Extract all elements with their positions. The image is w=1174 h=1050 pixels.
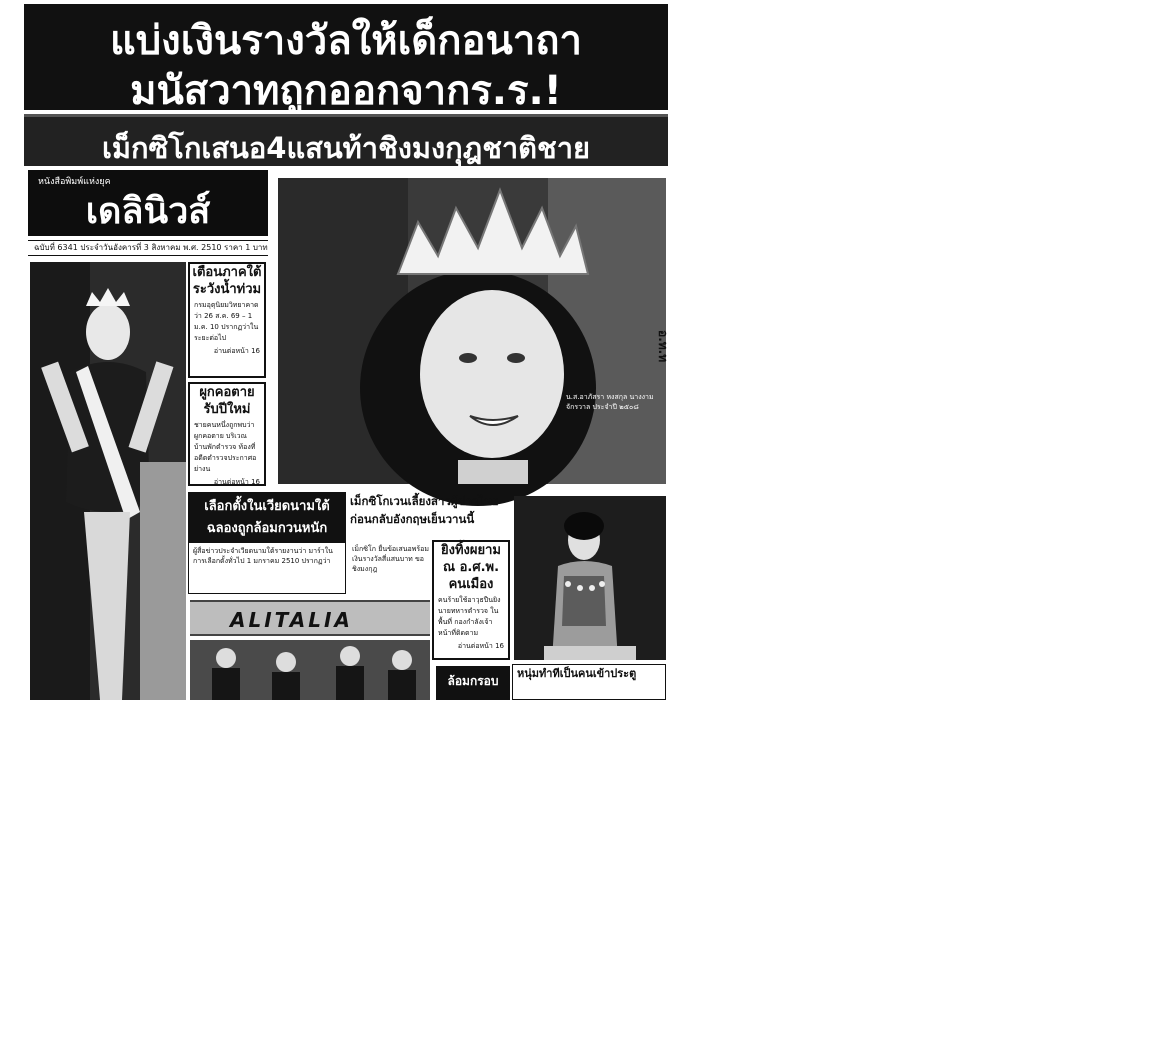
- flood-warning-title: เตือนภาคใต้ ระวังน้ำท่วม: [192, 265, 262, 297]
- mexico-story-headline: [350, 492, 510, 542]
- airport-group-figure: [190, 640, 430, 700]
- shooting-news-box: [432, 540, 510, 660]
- hanging-news-text: ชายคนหนึ่งถูกพบว่าผูกคอตาย บริเวณบ้านพักตำรวจ ท้องที่ อดีตตำรวจประกาศอย่างน: [194, 421, 257, 473]
- main-photo-caption: น.ส.อาภัสรา หงสกุล นางงามจักรวาล ประจำปี ๒๕๐๘: [566, 393, 654, 411]
- masthead-tagline: หนังสือพิมพ์แห่งยุค: [38, 177, 111, 187]
- airport-photo: [190, 640, 430, 700]
- shooting-news-ref: อ่านต่อหน้า 16: [457, 642, 504, 650]
- main-headline-block: [24, 4, 668, 114]
- dateline: ฉบับที่ 6341 ประจำวันอังคารที่ 3 สิงหาคม พ.ศ. 2510 ราคา 1 บาท: [28, 240, 268, 256]
- hanging-news-box: [188, 382, 266, 486]
- alitalia-text: ALITALIA: [230, 608, 353, 632]
- sash-text: มิส..ไทย: [97, 702, 143, 766]
- crowned-queen-photo: [278, 178, 666, 484]
- flood-warning-text: กรมอุตุนิยมวิทยาคาดว่า 26 ส.ค. 69 – 1 ม.ค. 10 ปรากฏว่าในระยะต่อไป: [194, 301, 259, 342]
- shooting-news-title: ยิงทิ้งผยาม ณ อ.ศ.พ. คนเมือง: [441, 543, 501, 592]
- flood-warning-ref: อ่านต่อหน้า 16: [213, 347, 260, 355]
- subheadline-block: [24, 114, 668, 166]
- hanging-news-ref: อ่านต่อหน้า 16: [213, 478, 260, 486]
- contestant-figure: [514, 496, 666, 660]
- beauty-queen-photo: [30, 262, 186, 766]
- vietnam-election-story: [188, 492, 346, 594]
- bottom-right-headline: หนุ่มทำทีเป็นคนเข้าประตู: [512, 664, 666, 700]
- flood-warning-box: [188, 262, 266, 378]
- hanging-news-title: ผูกคอตาย รับปีใหม่: [199, 385, 255, 417]
- shooting-news-text: คนร้ายใช้อาวุธปืนยิงนายทหารตำรวจ ในพื้นที่ กองกำลังเจ้าหน้าที่ติดตาม: [438, 596, 501, 637]
- vietnam-election-title: เลือกตั้งในเวียดนามใต้ ฉลองถูกล้อมกวนหนัก: [189, 493, 345, 543]
- mexico-story-body: เม็กซิโก ยื่นข้อเสนอพร้อมเงินรางวัลสี่แสนบาท ขอชิงมงกุฎ: [352, 545, 429, 573]
- bottom-inset-box: ล้อมกรอบ: [436, 666, 510, 700]
- mexico-title-line-1: เม็กซิโกเวนเลี้ยงสาวผู้ข่าวไทย: [350, 494, 499, 508]
- masthead: [28, 170, 268, 236]
- masthead-name: เดลินิวส์: [85, 190, 211, 232]
- headline-line-1: แบ่งเงินรางวัลให้เด็กอนาถา: [110, 18, 582, 64]
- mexico-title-line-2: ก่อนกลับอังกฤษเย็นวานนี้: [350, 512, 475, 526]
- headline-line-2: มนัสวาทถูกออกจากร.ร.!: [130, 68, 562, 114]
- vietnam-election-body: ผู้สื่อข่าวประจำเวียดนามใต้รายงานว่า มาร์าในการเลือกตั้งทั่วไป 1 มกราคม 2510 ปรากฏว่า: [193, 547, 333, 565]
- subheadline: เม็กซิโกเสนอ4แสนท้าชิงมงกุฎชาติชาย: [102, 131, 590, 165]
- contestant-caption: นางงามสาวไทยผู้ได้รับมงกุฎ อยู่ในต่างประเทศ: [1110, 1021, 1171, 1049]
- side-mark: อ.ท.ท: [656, 330, 670, 363]
- crowned-queen-portrait: [278, 178, 666, 484]
- beauty-queen-figure: [30, 262, 186, 700]
- alitalia-banner: [190, 600, 430, 636]
